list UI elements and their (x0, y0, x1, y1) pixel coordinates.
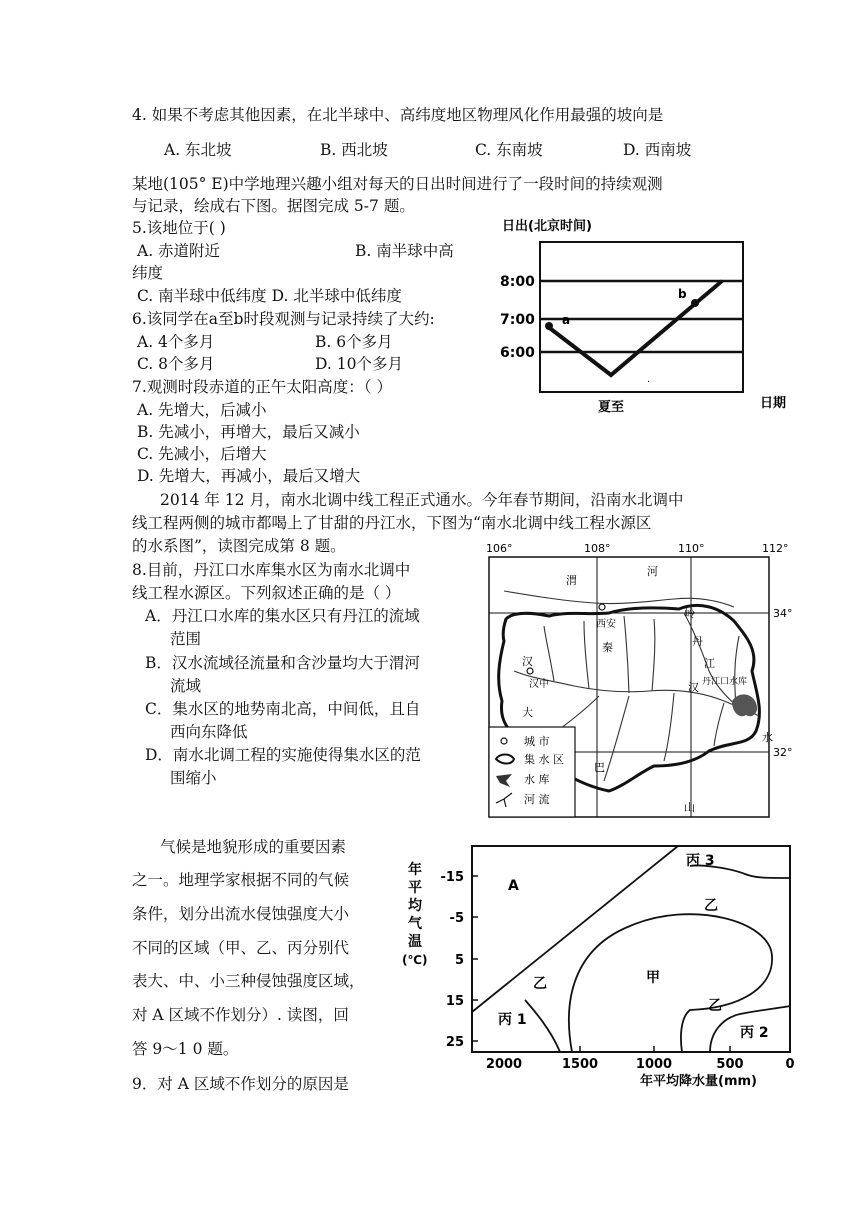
q8-option-c: C．集水区的地势南北高，中间低，且自 (145, 700, 421, 718)
y-tick-5: 5 (454, 953, 464, 968)
place-ling: 岭 (684, 607, 695, 620)
q4-option-b: B. 西北坡 (320, 141, 388, 159)
y-title-2: 平 (408, 880, 422, 896)
city-hanzhong (527, 668, 533, 674)
point-a-label: a (562, 313, 571, 327)
x-label-date: 日期 (760, 396, 787, 411)
boundary-bing1 (525, 1000, 560, 1052)
intro9-line6: 对 A 区域不作划分）. 读图，回 (132, 1006, 349, 1024)
y-title-4: 气 (408, 916, 422, 932)
city-xian (599, 604, 605, 610)
y-tick-8: 8:00 (500, 274, 535, 290)
lon-108: 108° (584, 542, 611, 555)
place-danjiangkou: 丹江口水库 (702, 677, 748, 687)
intro9-line4: 不同的区域（甲、乙、丙分别代 (132, 939, 350, 957)
legend-river: 河 流 (524, 793, 550, 806)
legend-reservoir: 水 库 (524, 773, 550, 786)
y-tick-m5: -5 (449, 911, 464, 926)
y-tick-7: 7:00 (500, 312, 535, 328)
q8-option-d: D．南水北调工程的实施使得集水区的范 (145, 746, 421, 764)
intro5-line2: 与记录，绘成右下图。据图完成 5-7 题。 (132, 197, 415, 215)
q6-option-b: B. 6个多月 (315, 333, 393, 351)
intro5-line1: 某地(105° E)中学地理兴趣小组对每天的日出时间进行了一段时间的持续观测 (132, 175, 663, 193)
legend-catchment: 集 水 区 (524, 753, 564, 766)
y-tick-6: 6:00 (500, 345, 535, 361)
region-yi-left: 乙 (533, 976, 547, 992)
sunrise-chart-frame (540, 242, 743, 392)
q6-option-c: C. 8个多月 (137, 355, 215, 373)
sunrise-chart-title: 日出(北京时间) (502, 219, 592, 234)
water-system-map (484, 541, 799, 819)
intro8-line3: 的水系图”，读图完成第 8 题。 (132, 537, 346, 555)
place-jiang: 江 (704, 657, 715, 670)
q8-option-c-cont: 西向东降低 (170, 723, 248, 741)
lat-32: 32° (773, 746, 793, 759)
place-hanzhong: 汉中 (529, 679, 549, 690)
place-da: 大 (522, 706, 533, 719)
region-A: A (508, 878, 519, 894)
place-xian: 西安 (596, 619, 616, 630)
y-title-5: 温 (408, 934, 422, 950)
intro9-line7: 答 9～1 0 题。 (132, 1040, 239, 1058)
erosion-chart (400, 838, 810, 1090)
x-tick-2000: 2000 (485, 1057, 523, 1072)
point-a (545, 322, 553, 330)
q7-stem: 7.观测时段赤道的正午太阳高度：（ ） (132, 378, 392, 396)
place-shui: 水 (762, 731, 773, 744)
q6-option-a: A. 4个多月 (137, 333, 215, 351)
x-tick-1500: 1500 (561, 1057, 599, 1072)
boundary-A (472, 846, 678, 1012)
region-bing1: 丙 1 (498, 1012, 527, 1028)
point-b (691, 299, 699, 307)
intro8-line1: 2014 年 12 月，南水北调中线工程正式通水。今年春节期间，沿南水北调中 (160, 491, 684, 509)
y-tick-m15: -15 (440, 870, 464, 885)
lon-112: 112° (762, 542, 789, 555)
q7-option-d: D. 先增大，再减小，最后又增大 (137, 467, 361, 485)
x-label-summer: 夏至 (598, 400, 625, 415)
q5-option-b-cont: 纬度 (132, 264, 164, 282)
q7-option-c: C. 先减小，后增大 (137, 445, 267, 463)
intro9-line2: 之一。地理学家根据不同的气候 (132, 871, 350, 889)
lon-106: 106° (486, 542, 513, 555)
intro9-line1: 气候是地貌形成的重要因素 (160, 838, 347, 856)
region-yi-top: 乙 (704, 898, 718, 914)
q8-option-a-cont: 范围 (170, 630, 202, 648)
intro9-line3: 条件，划分出流水侵蚀强度大小 (132, 905, 350, 923)
danjiangkou-reservoir (732, 694, 757, 716)
point-b-label: b (678, 287, 687, 301)
q4-stem: 4. 如果不考虑其他因素，在北半球中、高纬度地区物理风化作用最强的坡向是 (132, 106, 664, 124)
q5-option-b: B. 南半球中高 (355, 242, 454, 260)
q8-option-d-cont: 围缩小 (170, 769, 217, 787)
region-bing3: 丙 3 (686, 853, 715, 869)
y-tick-25: 25 (445, 1035, 464, 1050)
q4-option-a: A. 东北坡 (164, 141, 232, 159)
place-shan: 山 (684, 801, 695, 814)
region-yi-right: 乙 (708, 998, 722, 1014)
q4-option-c: C. 东南坡 (475, 141, 543, 159)
q5-options-cd: C. 南半球中低纬度 D. 北半球中低纬度 (137, 287, 402, 305)
lat-34: 34° (773, 607, 793, 620)
intro8-line2: 线工程两侧的城市都喝上了甘甜的丹江水，下图为“南水北调中线工程水源区 (132, 514, 652, 532)
q9-stem: 9．对 A 区域不作划分的原因是 (132, 1075, 349, 1093)
region-jia: 甲 (646, 970, 660, 986)
place-ba: 巴 (594, 761, 605, 774)
q7-option-a: A. 先增大，后减小 (137, 401, 267, 419)
y-title-1: 年 (408, 862, 422, 878)
q4-option-d: D. 西南坡 (623, 141, 692, 159)
region-bing2: 丙 2 (740, 1025, 769, 1041)
x-title: 年平均降水量(mm) (640, 1074, 757, 1089)
intro9-line5: 表大、中、小三种侵蚀强度区域， (132, 972, 365, 990)
q8-stem-1: 8.目前，丹江口水库集水区为南水北调中 (132, 561, 411, 579)
sunrise-line-series (547, 281, 722, 375)
x-tick-1000: 1000 (635, 1057, 673, 1072)
q5-option-a: A. 赤道附近 (137, 242, 221, 260)
place-han2: 汉 (688, 681, 699, 694)
q8-option-b: B．汉水流域径流量和含沙量均大于渭河 (145, 654, 420, 672)
sunrise-chart (490, 212, 790, 417)
place-han: 汉 (522, 655, 533, 668)
y-title-6: (℃) (402, 953, 428, 967)
q8-option-a: A．丹江口水库的集水区只有丹江的流域 (145, 607, 420, 625)
x-tick-500: 500 (716, 1057, 744, 1072)
x-tick-0: 0 (785, 1057, 795, 1072)
q6-option-d: D. 10个多月 (315, 355, 403, 373)
place-wei: 渭 (566, 574, 577, 587)
q6-stem: 6.该同学在a至b时段观测与记录持续了大约: (132, 310, 435, 328)
q7-option-b: B. 先减小，再增大，最后又减小 (137, 423, 360, 441)
q8-stem-2: 线工程水源区。下列叙述正确的是（ ） (132, 584, 401, 602)
place-he: 河 (647, 565, 658, 578)
y-title-3: 均 (408, 898, 422, 914)
q8-option-b-cont: 流域 (170, 677, 202, 695)
y-tick-15: 15 (445, 994, 464, 1009)
lon-110: 110° (678, 542, 705, 555)
place-dan: 丹 (692, 635, 703, 648)
legend-city: 城 市 (524, 735, 550, 748)
place-qin: 秦 (602, 641, 613, 654)
q5-stem: 5.该地位于( ) (132, 219, 226, 237)
svg-text:.: . (647, 374, 651, 385)
